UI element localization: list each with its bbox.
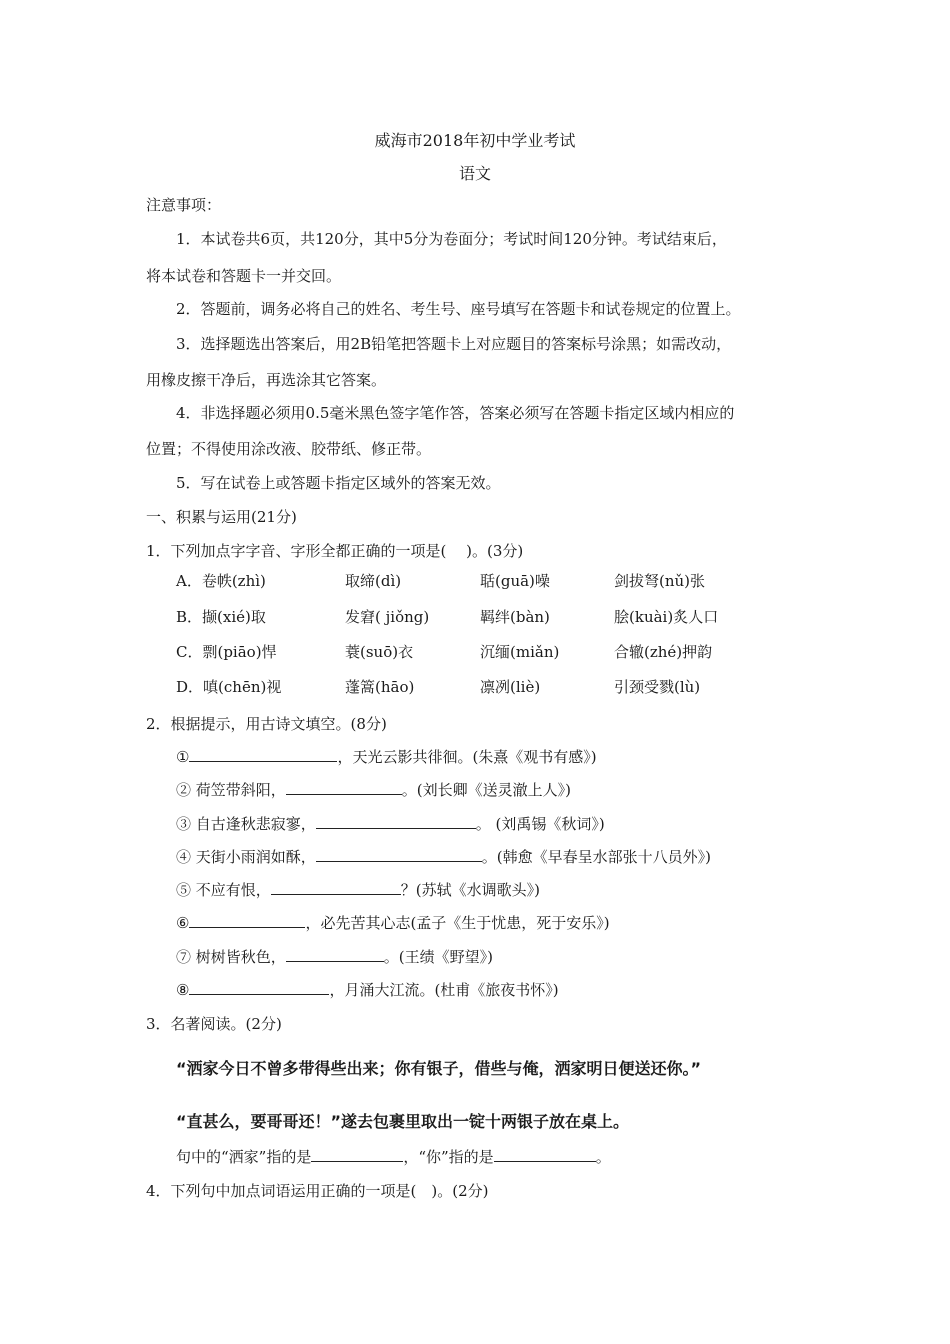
q2-item-5-post: ？(苏轼《水调歌头》) bbox=[400, 881, 540, 899]
answer-blank[interactable] bbox=[316, 814, 476, 829]
q1-option-d-4: 引颈受戮(lù) bbox=[614, 678, 701, 696]
notice-item-4: 4．非选择题必须用0.5毫米黑色签字笔作答，答案必须写在答题卡指定区域内相应的 bbox=[176, 404, 735, 422]
answer-blank[interactable] bbox=[286, 947, 384, 962]
q2-item-2 bbox=[176, 779, 571, 800]
answer-blank[interactable] bbox=[189, 747, 337, 762]
q3-ask-part-a: 句中的“洒家”指的是 bbox=[176, 1148, 312, 1166]
exam-title: 威海市2018年初中学业考试 bbox=[374, 131, 576, 150]
q2-item-8-post: ，月涌大江流。(杜甫《旅夜书怀》) bbox=[329, 981, 559, 999]
notice-item-1: 1．本试卷共6页，共120分，其中5分为卷面分；考试时间120分钟。考试结束后， bbox=[176, 230, 727, 248]
q2-item-1 bbox=[176, 746, 597, 767]
q1-option-c-3: 沉缅(miǎn) bbox=[480, 643, 560, 661]
answer-blank[interactable] bbox=[189, 980, 329, 995]
q1-option-a-2: 取缔(dì) bbox=[345, 572, 402, 590]
answer-blank[interactable] bbox=[316, 847, 482, 862]
q2-item-6-pre: ⑥ bbox=[176, 914, 190, 932]
q1-option-c-2: 蓑(suō)衣 bbox=[345, 643, 414, 661]
q3-quote-2: “直甚么，要哥哥还！”遂去包裹里取出一锭十两银子放在桌上。 bbox=[176, 1112, 630, 1131]
q2-item-4 bbox=[176, 846, 711, 867]
q1-option-a-3: 聒(guā)噪 bbox=[480, 572, 550, 590]
q1-option-b-4: 脍(kuài)炙人口 bbox=[614, 608, 719, 626]
answer-blank[interactable] bbox=[494, 1147, 596, 1162]
notice-heading: 注意事项： bbox=[146, 196, 222, 214]
notice-item-4-cont: 位置；不得使用涂改液、胶带纸、修正带。 bbox=[146, 440, 432, 458]
q2-item-7-post: 。(王绩《野望》) bbox=[383, 948, 493, 966]
exam-subject: 语文 bbox=[458, 164, 491, 183]
q1-option-c-1: C．剽(piāo)悍 bbox=[176, 643, 277, 661]
q2-item-2-post: 。(刘长卿《送灵澈上人》) bbox=[401, 781, 571, 799]
q2-item-3 bbox=[176, 813, 605, 834]
q3-quote-1: “洒家今日不曾多带得些出来；你有银子，借些与俺，洒家明日便送还你。” bbox=[176, 1059, 702, 1078]
q1-option-d-1: D．嗔(chēn)视 bbox=[176, 678, 282, 696]
q2-item-7-pre: ⑦ 树树皆秋色， bbox=[176, 948, 286, 966]
q3-ask-part-b: ，“你”指的是 bbox=[403, 1148, 494, 1166]
q1-option-a-1: A．卷帙(zhì) bbox=[176, 572, 266, 590]
section-1-heading: 一、积累与运用(21分) bbox=[146, 508, 297, 526]
q1-option-d-3: 凛冽(liè) bbox=[480, 678, 541, 696]
q2-item-5 bbox=[176, 879, 540, 900]
notice-item-3: 3．选择题选出答案后，用2B铅笔把答题卡上对应题目的答案标号涂黑；如需改动， bbox=[176, 335, 732, 353]
question-3-stem: 3．名著阅读。(2分) bbox=[146, 1015, 282, 1033]
q2-item-7 bbox=[176, 946, 493, 967]
answer-blank[interactable] bbox=[286, 780, 402, 795]
notice-item-2: 2．答题前，调务必将自己的姓名、考生号、座号填写在答题卡和试卷规定的位置上。 bbox=[176, 300, 741, 318]
q1-option-b-3: 羁绊(bàn) bbox=[480, 608, 550, 626]
q2-item-8 bbox=[176, 979, 559, 1000]
q2-item-6 bbox=[176, 912, 610, 933]
q2-item-6-post: ，必先苦其心志(孟子《生于忧患，死于安乐》) bbox=[305, 914, 610, 932]
question-4-stem: 4．下列句中加点词语运用正确的一项是( )。(2分) bbox=[146, 1182, 489, 1200]
answer-blank[interactable] bbox=[189, 913, 305, 928]
question-2-stem: 2．根据提示，用古诗文填空。(8分) bbox=[146, 715, 387, 733]
q2-item-1-post: ，天光云影共徘徊。(朱熹《观书有感》) bbox=[337, 748, 597, 766]
q2-item-4-post: 。(韩愈《早春呈水部张十八员外》) bbox=[481, 848, 711, 866]
q1-option-c-4: 合辙(zhé)押韵 bbox=[614, 643, 713, 661]
q1-option-b-1: B．撷(xié)取 bbox=[176, 608, 266, 626]
question-1-stem: 1．下列加点字字音、字形全都正确的一项是( )。(3分) bbox=[146, 542, 524, 560]
notice-item-3-cont: 用橡皮擦干净后，再选涂其它答案。 bbox=[146, 371, 387, 389]
q2-item-8-pre: ⑧ bbox=[176, 981, 190, 999]
q1-option-d-2: 蓬篙(hāo) bbox=[345, 678, 415, 696]
q2-item-5-pre: ⑤ 不应有恨， bbox=[176, 881, 271, 899]
q1-option-b-2: 发窘( jiǒng) bbox=[345, 608, 430, 626]
q2-item-1-pre: ① bbox=[176, 748, 190, 766]
notice-item-1-cont: 将本试卷和答题卡一并交回。 bbox=[146, 267, 342, 285]
q2-item-3-pre: ③ 自古逢秋悲寂寥， bbox=[176, 815, 316, 833]
q2-item-4-pre: ④ 天街小雨润如酥， bbox=[176, 848, 316, 866]
answer-blank[interactable] bbox=[271, 880, 401, 895]
notice-item-5: 5．写在试卷上或答题卡指定区域外的答案无效。 bbox=[176, 474, 501, 492]
q2-item-2-pre: ② 荷笠带斜阳， bbox=[176, 781, 286, 799]
answer-blank[interactable] bbox=[311, 1147, 403, 1162]
q3-question bbox=[176, 1146, 611, 1167]
q2-item-3-post: 。 (刘禹锡《秋词》) bbox=[475, 815, 605, 833]
q1-option-a-4: 剑拔弩(nǔ)张 bbox=[614, 572, 706, 590]
q3-ask-part-c: 。 bbox=[595, 1148, 611, 1166]
